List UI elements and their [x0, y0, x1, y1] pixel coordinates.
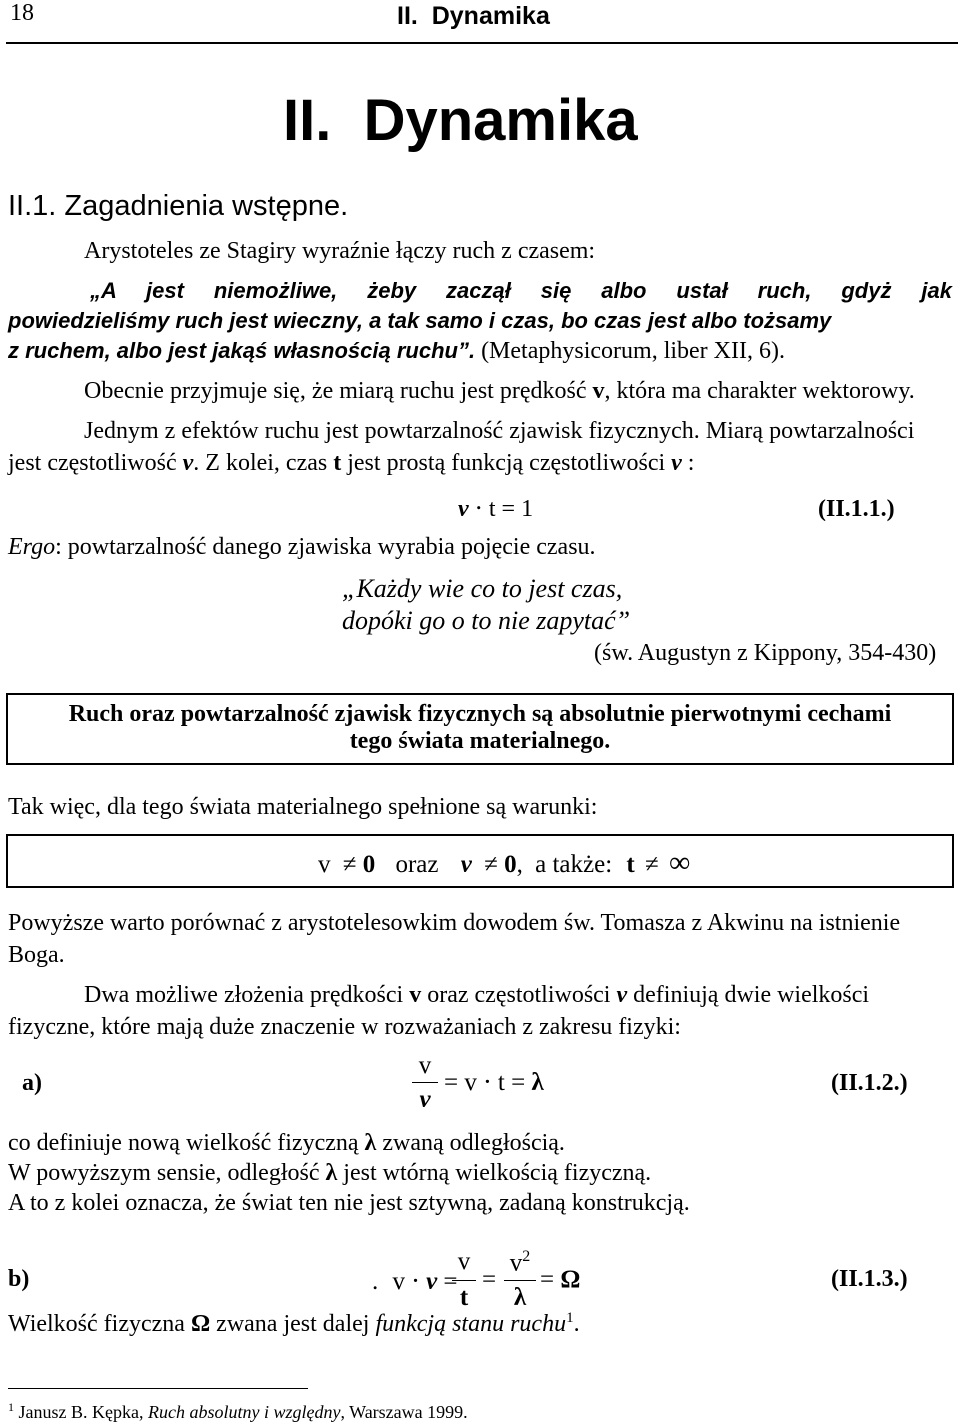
conditions-intro: Tak więc, dla tego świata materialnego spełnione są warunki:	[8, 794, 598, 820]
compositions-text-b: oraz częstotliwości	[421, 982, 617, 1008]
equation-label-ii-1-1: (II.1.1.)	[818, 496, 895, 522]
not-equal-sign: ≠	[644, 851, 659, 878]
state-text-a: Wielkość fizyczna	[8, 1311, 191, 1337]
distance-line-3: A to z kolei oznacza, że świat ten nie jest sztywną, zadaną konstrukcją.	[8, 1190, 690, 1216]
omega-symbol: Ω	[190, 1311, 211, 1337]
equation-rest: = v ⋅ t =	[444, 1069, 532, 1096]
state-function-term: funkcją stanu ruchu	[375, 1311, 567, 1337]
intro-paragraph: Arystoteles ze Stagiry wyraźnie łączy ruch z czasem:	[84, 238, 596, 264]
time-symbol: t	[333, 450, 342, 476]
footnote-ref: 1	[566, 1310, 574, 1326]
principle-box	[6, 693, 954, 765]
header-rule	[6, 42, 958, 44]
footnote-text-a: Janusz B. Kępka,	[14, 1402, 148, 1422]
fraction2-bar	[504, 1280, 536, 1281]
footnote	[8, 1400, 468, 1423]
footnote-title: Ruch absolutny i względny	[147, 1402, 341, 1422]
velocity-symbol: v	[509, 1249, 523, 1277]
running-title: II. Dynamika	[397, 2, 550, 30]
velocity-text-a: Obecnie przyjmuje się, że miarą ruchu jest prędkość	[84, 378, 593, 404]
fraction-denominator: ν	[419, 1086, 431, 1113]
velocity-symbol: v	[318, 851, 331, 878]
zero-value: 0	[362, 851, 376, 878]
not-equal-sign: ≠	[342, 851, 357, 878]
section-title: II.1. Zagadnienia wstępne.	[8, 190, 349, 222]
velocity-symbol: v	[409, 982, 422, 1008]
omega-symbol: Ω	[560, 1266, 581, 1293]
equals-sign: =	[540, 1266, 555, 1293]
frequency-paragraph-line-2	[8, 450, 694, 477]
fraction1-bar	[452, 1280, 476, 1281]
frequency-paragraph-line-1: Jednym z efektów ruchu jest powtarzalność zjawisk fizycznych. Miarą powtarzalności	[84, 418, 915, 444]
dot-operator: ⋅	[411, 1268, 420, 1295]
ergo-paragraph	[8, 534, 596, 561]
state-text-b: zwana jest dalej	[210, 1311, 376, 1337]
oraz-word: oraz	[395, 851, 439, 878]
augustine-quote-source: (św. Augustyn z Kippony, 354-430)	[594, 640, 937, 666]
nu-symbol: ν	[671, 450, 682, 476]
a-takze-words: a także:	[535, 851, 613, 878]
dot-operator: ⋅	[474, 496, 483, 522]
equation-label-ii-1-3: (II.1.3.)	[831, 1266, 908, 1292]
fraction1-denominator: t	[459, 1284, 469, 1311]
state-text-d: .	[573, 1311, 580, 1337]
fraction-numerator: v	[418, 1052, 432, 1079]
fraction2-denominator: λ	[513, 1284, 527, 1311]
footnote-text-b: , Warszawa 1999.	[340, 1402, 468, 1422]
compositions-paragraph-line-1	[84, 982, 869, 1009]
item-a-label: a)	[22, 1070, 42, 1096]
footnote-rule	[8, 1388, 308, 1389]
aristotle-quote-line-1: „A jest niemożliwe, żeby zaczął się albo ustał ruch, gdyż jak	[90, 278, 952, 303]
equation-ii-1-3-lead	[372, 1266, 458, 1296]
equation-body: t = 1	[482, 496, 534, 522]
frequency-text-d: :	[681, 450, 695, 476]
state-function-paragraph	[8, 1310, 580, 1338]
frequency-text-c: jest prostą funkcją częstotliwości	[341, 450, 672, 476]
principle-line-1: Ruch oraz powtarzalność zjawisk fizycznych są absolutnie pierwotnymi cechami	[68, 701, 892, 727]
comma: ,	[516, 851, 523, 878]
principle-line-2: tego świata materialnego.	[349, 728, 611, 754]
time-symbol: t	[626, 851, 635, 878]
infinity-symbol: ∞	[668, 846, 691, 879]
nu-symbol: ν	[616, 982, 628, 1008]
exponent: 2	[522, 1248, 531, 1265]
velocity-text-b: , która ma charakter wektorowy.	[604, 378, 915, 404]
nu-symbol: ν	[460, 851, 472, 878]
page-number: 18	[10, 0, 34, 26]
equals-sign: =	[482, 1266, 497, 1293]
aristotle-quote-source: (Metaphysicorum, liber XII, 6).	[475, 338, 785, 364]
frequency-text-b: . Z kolei, czas	[193, 450, 334, 476]
distance-text-a: co definiuje nową wielkość fizyczną	[8, 1130, 365, 1156]
equals-sign: =	[443, 1268, 458, 1295]
thomas-paragraph-line-1: Powyższe warto porównać z arystotelesowkim dowodem św. Tomasza z Akwinu na istnienie	[8, 910, 901, 936]
lambda-symbol: λ	[531, 1069, 544, 1096]
nu-symbol: ν	[458, 496, 469, 522]
aristotle-quote-line-2: powiedzieliśmy ruch jest wieczny, a tak samo i czas, bo czas jest albo tożsamy	[8, 308, 832, 333]
distance-line-2	[8, 1160, 651, 1187]
ergo-word: Ergo	[8, 534, 56, 560]
nu-symbol: ν	[182, 450, 194, 476]
ergo-text: : powtarzalność danego zjawiska wyrabia pojęcie czasu.	[55, 534, 596, 560]
lead-dot: .	[372, 1268, 379, 1295]
equation-label-ii-1-2: (II.1.2.)	[831, 1070, 908, 1096]
compositions-text-a: Dwa możliwe złożenia prędkości	[84, 982, 410, 1008]
zero-value: 0	[504, 851, 517, 878]
velocity-symbol: v	[392, 1268, 405, 1295]
frequency-text-a: jest częstotliwość	[8, 450, 183, 476]
fraction1-numerator: v	[457, 1248, 471, 1275]
item-b-label: b)	[8, 1266, 30, 1292]
compositions-paragraph-line-2: fizyczne, które mają duże znaczenie w rozważaniach z zakresu fizyki:	[8, 1014, 681, 1040]
nu-symbol: ν	[426, 1268, 438, 1295]
fraction-bar	[412, 1082, 438, 1083]
velocity-paragraph	[84, 378, 915, 405]
distance-text-d: jest wtórną wielkością fizyczną.	[337, 1160, 652, 1186]
footnote-number: 1	[8, 1400, 14, 1414]
thomas-paragraph-line-2: Boga.	[8, 942, 65, 968]
distance-text-b: zwaną odległością.	[376, 1130, 565, 1156]
conditions-box	[6, 834, 954, 888]
equation-ii-1-1	[458, 494, 533, 523]
chapter-title: II. Dynamika	[283, 88, 638, 153]
compositions-text-c: definiują dwie wielkości	[627, 982, 870, 1008]
equation-ii-1-2-body	[444, 1067, 544, 1097]
augustine-quote-line-1: „Każdy wie co to jest czas,	[342, 574, 623, 603]
lambda-symbol: λ	[325, 1160, 338, 1186]
distance-line-1	[8, 1130, 565, 1157]
not-equal-sign: ≠	[484, 851, 498, 878]
distance-text-c: W powyższym sensie, odległość	[8, 1160, 326, 1186]
lambda-symbol: λ	[364, 1130, 377, 1156]
aristotle-quote-end: z ruchem, albo jest jakąś własnością ruchu”.	[8, 338, 476, 363]
conditions-formula	[318, 846, 690, 880]
aristotle-quote-line-3	[8, 338, 785, 365]
fraction2-numerator	[504, 1248, 536, 1277]
augustine-quote-line-2: dopóki go o to nie zapytać”	[342, 606, 631, 635]
velocity-symbol: v	[592, 378, 605, 404]
equation-ii-1-3-tail	[540, 1266, 580, 1294]
